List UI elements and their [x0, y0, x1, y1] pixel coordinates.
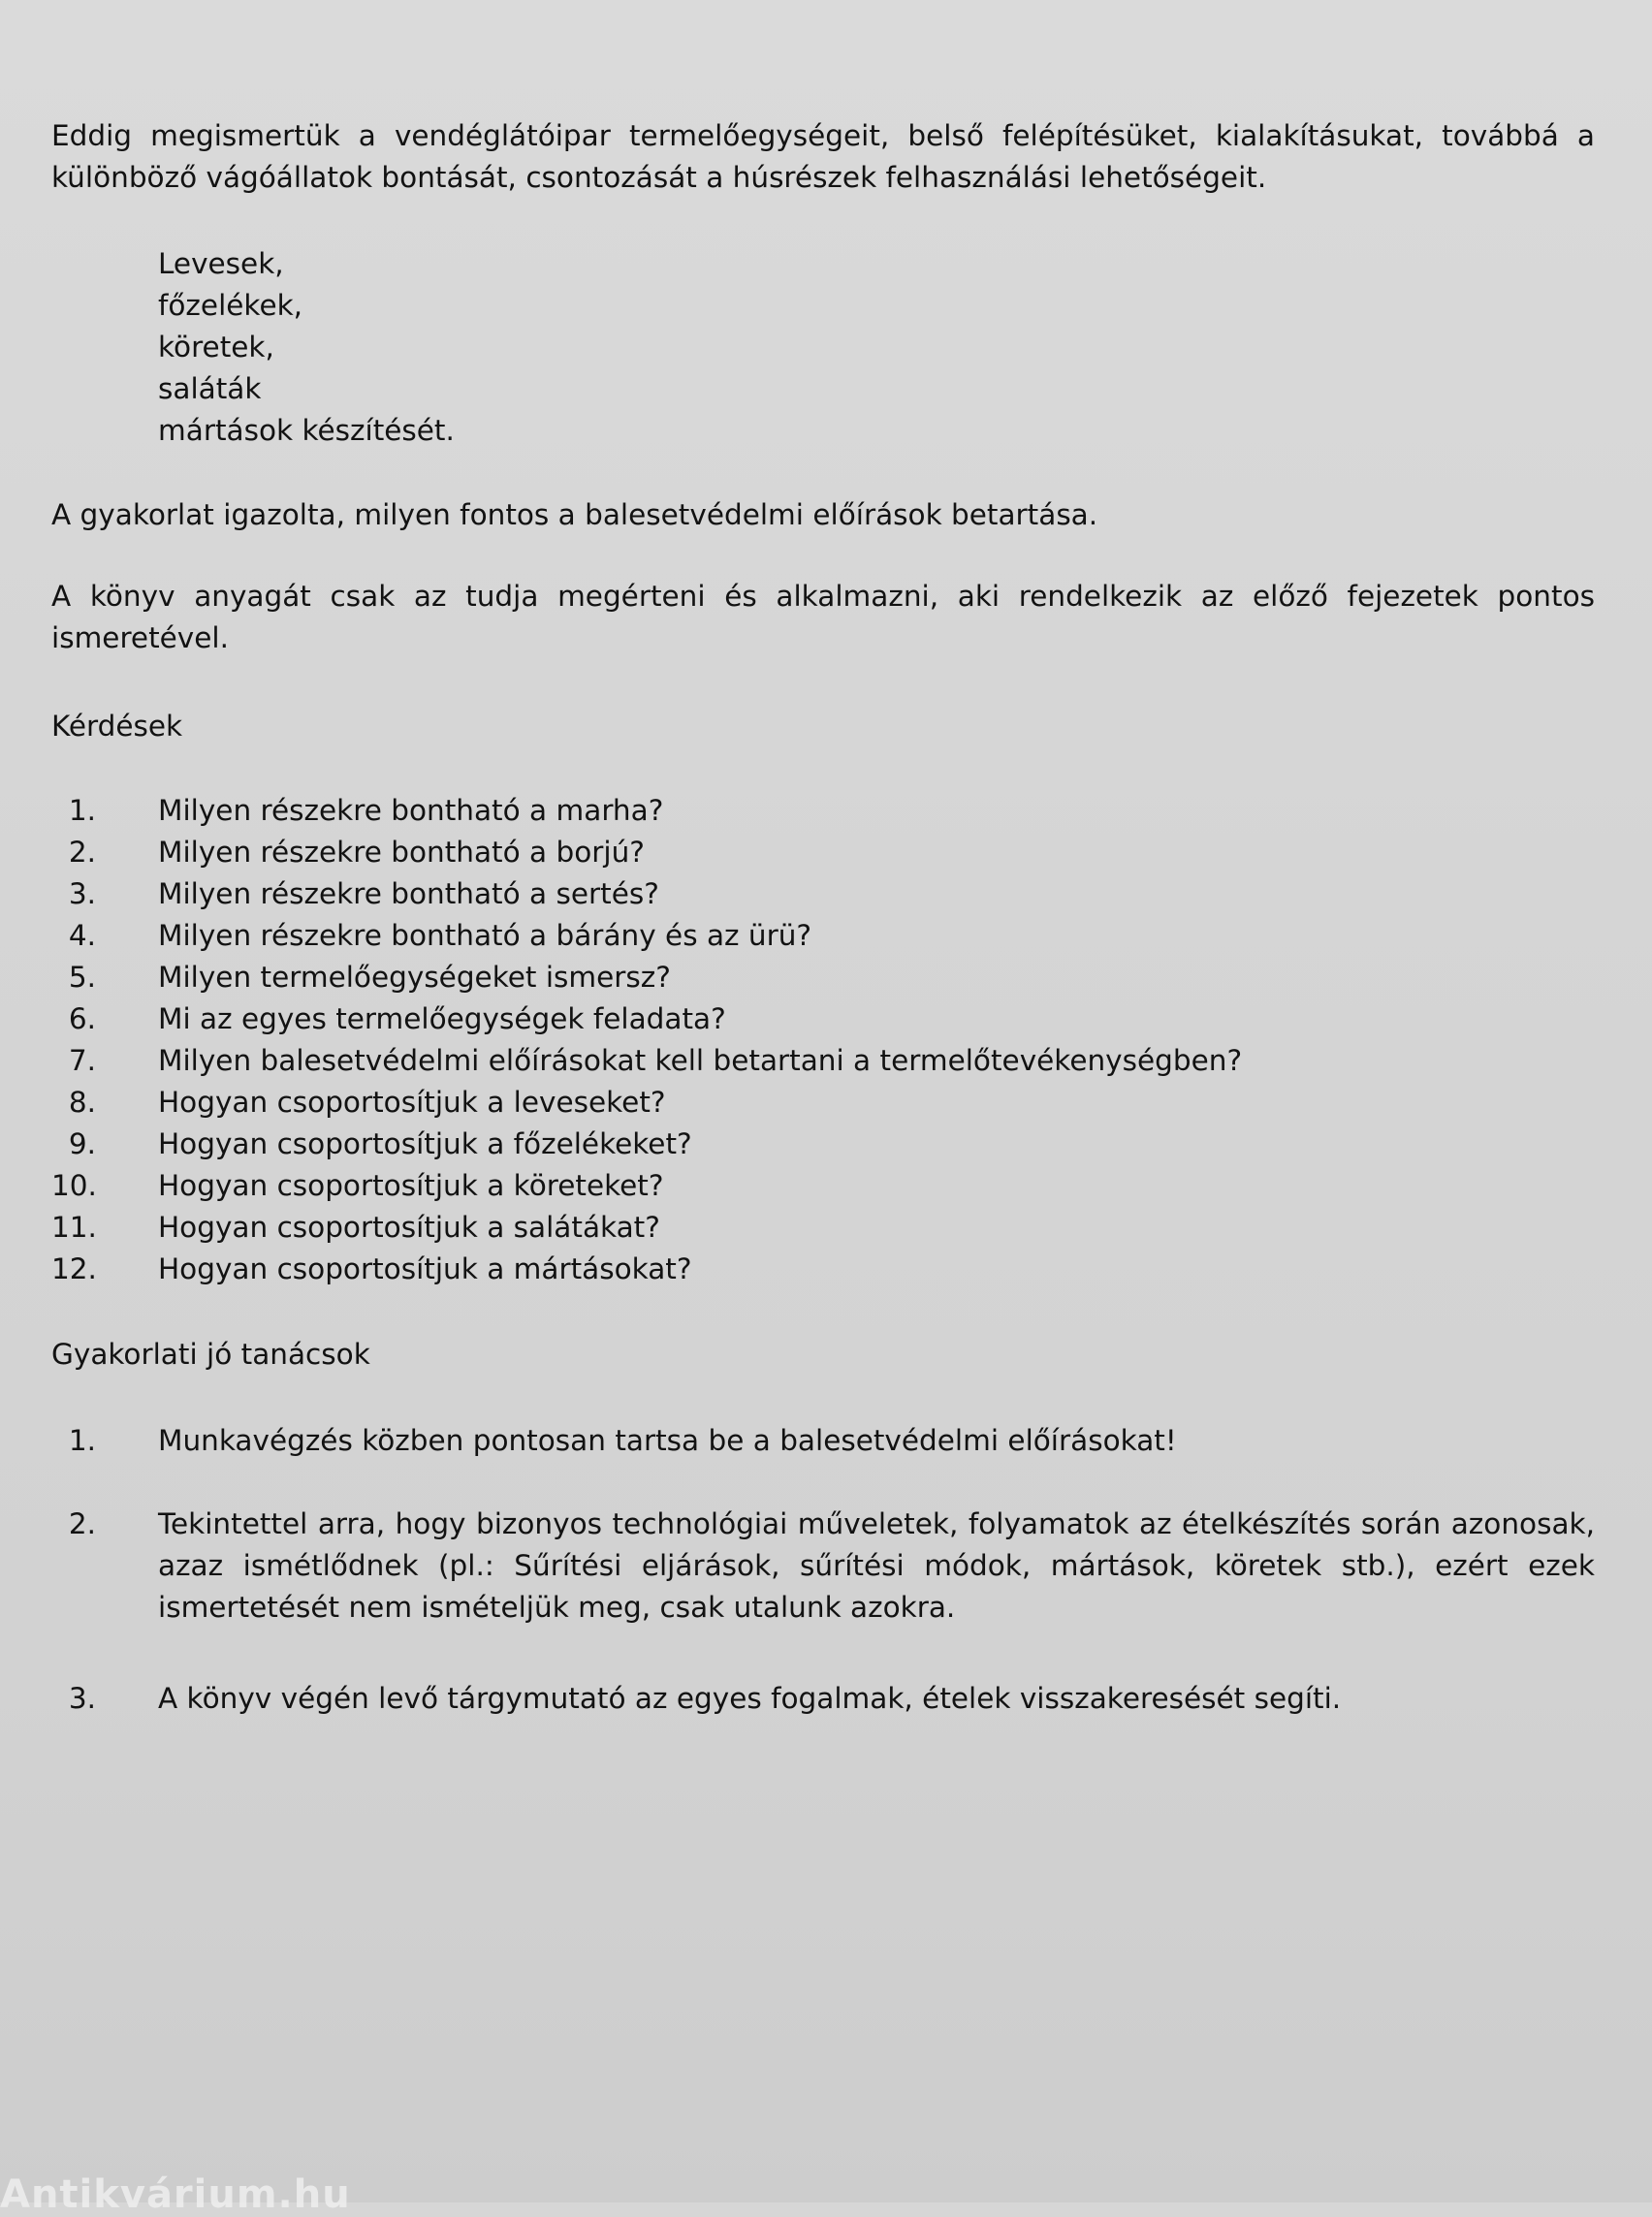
question-text: Milyen részekre bontható a bárány és az ürü?	[158, 919, 812, 952]
question-number: 12.	[51, 1252, 97, 1285]
question-number: 1.	[68, 794, 96, 827]
question-number: 11.	[51, 1211, 97, 1244]
book-paragraph: A könyv anyagát csak az tudja megérteni és alkalmazni, aki rendelkezik az előző fejezetek pontos ismeretével.	[51, 580, 1595, 654]
question-number: 7.	[68, 1044, 96, 1077]
question-number: 10.	[51, 1169, 97, 1202]
questions-list	[51, 790, 1595, 1290]
question-text: Milyen részekre bontható a borjú?	[158, 836, 645, 869]
question-item	[51, 1040, 1595, 1082]
question-item	[51, 915, 1595, 957]
question-text: Milyen részekre bontható a sertés?	[158, 877, 659, 910]
question-text: Milyen termelőegységeket ismersz?	[158, 961, 671, 994]
question-text: Hogyan csoportosítjuk a salátákat?	[158, 1211, 660, 1244]
question-number: 6.	[68, 1002, 96, 1035]
question-text: Hogyan csoportosítjuk a mártásokat?	[158, 1252, 692, 1285]
tip-text: Munkavégzés közben pontosan tartsa be a balesetvédelmi előírásokat!	[158, 1424, 1177, 1457]
question-item	[51, 1207, 1595, 1249]
question-item	[51, 998, 1595, 1040]
food-list-item: köretek,	[158, 331, 274, 364]
safety-paragraph: A gyakorlat igazolta, milyen fontos a balesetvédelmi előírások betartása.	[51, 498, 1098, 531]
tip-text: Tekintettel arra, hogy bizonyos technológiai műveletek, folyamatok az ételkészítés során azonosak, azaz ismétlődnek (pl.: Sűrítési eljárások, sűrítési módok, mártások, köretek stb.), ezért ezek ismertetését nem ismételjük meg, csak utalunk azokra.	[158, 1507, 1595, 1624]
question-item	[51, 957, 1595, 998]
question-item	[51, 832, 1595, 873]
question-number: 2.	[68, 836, 96, 869]
questions-heading: Kérdések	[51, 710, 183, 743]
question-item	[51, 1124, 1595, 1165]
tip-number: 1.	[68, 1424, 96, 1457]
tips-heading: Gyakorlati jó tanácsok	[51, 1338, 370, 1371]
question-item	[51, 1082, 1595, 1124]
question-text: Hogyan csoportosítjuk a leveseket?	[158, 1086, 666, 1119]
question-number: 8.	[68, 1086, 96, 1119]
food-list-item: saláták	[158, 372, 262, 405]
tip-item	[51, 1504, 1595, 1629]
food-list-item: főzelékek,	[158, 289, 303, 322]
question-number: 9.	[68, 1127, 96, 1160]
question-item	[51, 873, 1595, 915]
question-item	[51, 1249, 1595, 1290]
watermark: Antikvárium.hu	[0, 2172, 351, 2217]
question-number: 4.	[68, 919, 96, 952]
food-list	[158, 243, 455, 452]
question-text: Hogyan csoportosítjuk a főzelékeket?	[158, 1127, 692, 1160]
question-text: Hogyan csoportosítjuk a köreteket?	[158, 1169, 664, 1202]
question-item	[51, 1165, 1595, 1207]
question-number: 3.	[68, 877, 96, 910]
question-text: Milyen balesetvédelmi előírásokat kell betartani a termelőtevékenységben?	[158, 1044, 1243, 1077]
question-text: Mi az egyes termelőegységek feladata?	[158, 1002, 726, 1035]
tip-item	[51, 1420, 1595, 1462]
question-item	[51, 790, 1595, 832]
tip-number: 2.	[68, 1507, 96, 1540]
question-text: Milyen részekre bontható a marha?	[158, 794, 664, 827]
food-list-item: mártások készítését.	[158, 414, 455, 447]
intro-paragraph: Eddig megismertük a vendéglátóipar termelőegységeit, belső felépítésüket, kialakításukat, továbbá a különböző vágóállatok bontását, csontozását a húsrészek felhasználási lehetőségeit.	[51, 119, 1595, 194]
food-list-item: Levesek,	[158, 247, 284, 280]
tip-item	[51, 1678, 1595, 1720]
tip-number: 3.	[68, 1682, 96, 1715]
tip-text: A könyv végén levő tárgymutató az egyes fogalmak, ételek visszakeresését segíti.	[158, 1682, 1342, 1715]
question-number: 5.	[68, 961, 96, 994]
